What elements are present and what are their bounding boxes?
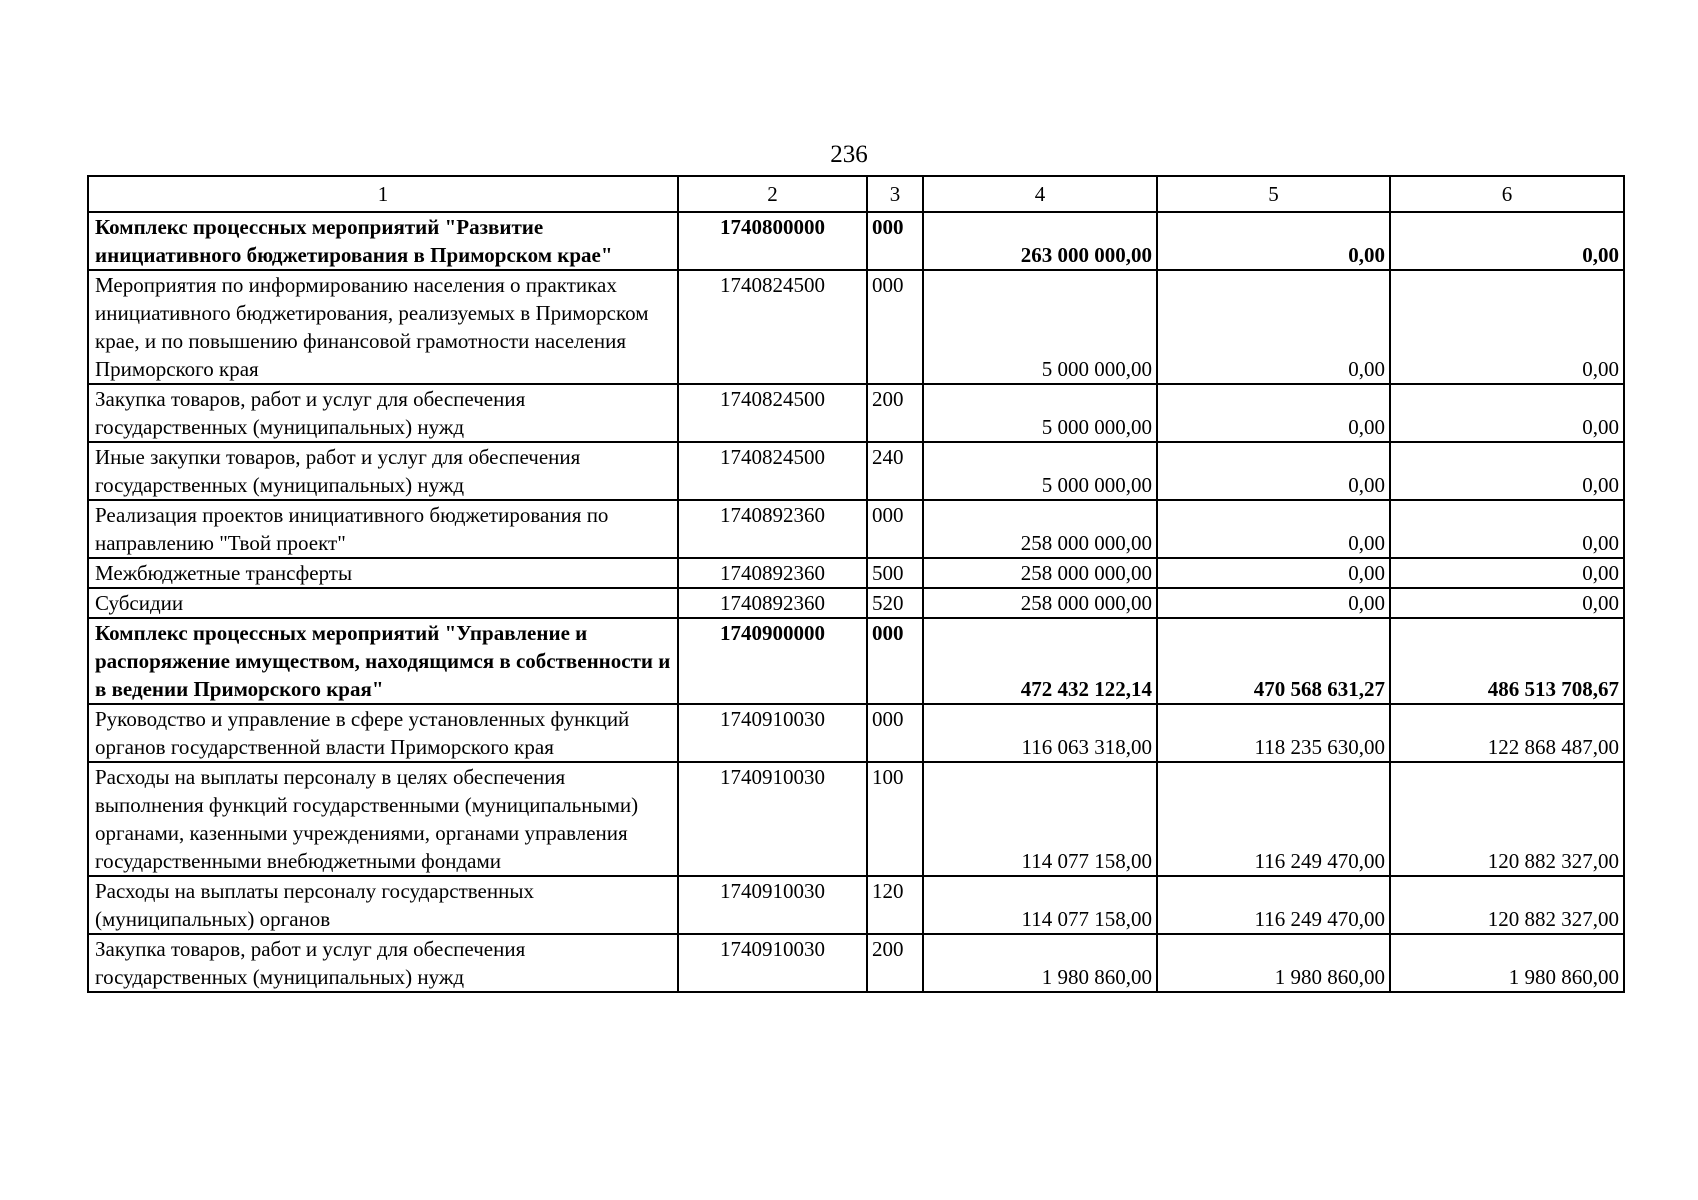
row-type-cell: 200 — [867, 384, 923, 442]
row-value-year3-cell: 122 868 487,00 — [1390, 704, 1624, 762]
table-row — [88, 704, 1624, 762]
row-type-cell: 000 — [867, 500, 923, 558]
row-type-cell: 120 — [867, 876, 923, 934]
row-value-year3-cell: 0,00 — [1390, 442, 1624, 500]
row-type-cell: 520 — [867, 588, 923, 618]
header-col-3: 3 — [867, 176, 923, 212]
row-code-cell: 1740900000 — [678, 618, 867, 704]
row-value-year3-cell: 120 882 327,00 — [1390, 762, 1624, 876]
header-col-2: 2 — [678, 176, 867, 212]
row-value-year2-cell: 0,00 — [1157, 212, 1390, 270]
row-value-year3-cell: 0,00 — [1390, 212, 1624, 270]
row-name-cell: Комплекс процессных мероприятий "Развитие инициативного бюджетирования в Приморском крае" — [88, 212, 678, 270]
page-number: 236 — [830, 141, 868, 168]
row-code-cell: 1740910030 — [678, 934, 867, 992]
row-name-cell: Закупка товаров, работ и услуг для обеспечения государственных (муниципальных) нужд — [88, 934, 678, 992]
row-code-cell: 1740800000 — [678, 212, 867, 270]
row-value-year1-cell: 116 063 318,00 — [923, 704, 1157, 762]
row-value-year2-cell: 0,00 — [1157, 384, 1390, 442]
row-name-cell: Закупка товаров, работ и услуг для обеспечения государственных (муниципальных) нужд — [88, 384, 678, 442]
row-type-cell: 000 — [867, 704, 923, 762]
row-name-cell: Межбюджетные трансферты — [88, 558, 678, 588]
row-value-year1-cell: 1 980 860,00 — [923, 934, 1157, 992]
table-header-row — [88, 176, 1624, 212]
table-row — [88, 618, 1624, 704]
row-code-cell: 1740824500 — [678, 384, 867, 442]
table-row — [88, 212, 1624, 270]
row-value-year1-cell: 258 000 000,00 — [923, 500, 1157, 558]
row-name-cell: Расходы на выплаты персоналу в целях обеспечения выполнения функций государственными (муниципальными) органами, казенными учреждениями, органами управления государственными внебюджетными фондами — [88, 762, 678, 876]
row-value-year2-cell: 0,00 — [1157, 442, 1390, 500]
row-value-year1-cell: 472 432 122,14 — [923, 618, 1157, 704]
row-value-year3-cell: 0,00 — [1390, 384, 1624, 442]
row-code-cell: 1740824500 — [678, 270, 867, 384]
row-value-year1-cell: 258 000 000,00 — [923, 558, 1157, 588]
row-value-year3-cell: 0,00 — [1390, 270, 1624, 384]
table-row — [88, 876, 1624, 934]
row-value-year3-cell: 1 980 860,00 — [1390, 934, 1624, 992]
row-code-cell: 1740910030 — [678, 876, 867, 934]
row-type-cell: 500 — [867, 558, 923, 588]
row-code-cell: 1740892360 — [678, 558, 867, 588]
header-col-4: 4 — [923, 176, 1157, 212]
row-name-cell: Субсидии — [88, 588, 678, 618]
table-row — [88, 934, 1624, 992]
table-row — [88, 588, 1624, 618]
row-value-year3-cell: 0,00 — [1390, 558, 1624, 588]
row-name-cell: Руководство и управление в сфере установленных функций органов государственной власти Приморского края — [88, 704, 678, 762]
row-type-cell: 240 — [867, 442, 923, 500]
table-row — [88, 500, 1624, 558]
row-value-year2-cell: 116 249 470,00 — [1157, 876, 1390, 934]
row-code-cell: 1740910030 — [678, 704, 867, 762]
row-value-year2-cell: 0,00 — [1157, 558, 1390, 588]
row-value-year2-cell: 0,00 — [1157, 500, 1390, 558]
row-value-year2-cell: 116 249 470,00 — [1157, 762, 1390, 876]
row-value-year3-cell: 120 882 327,00 — [1390, 876, 1624, 934]
row-type-cell: 000 — [867, 618, 923, 704]
row-value-year2-cell: 0,00 — [1157, 588, 1390, 618]
row-value-year3-cell: 486 513 708,67 — [1390, 618, 1624, 704]
row-code-cell: 1740910030 — [678, 762, 867, 876]
row-value-year3-cell: 0,00 — [1390, 588, 1624, 618]
row-code-cell: 1740892360 — [678, 500, 867, 558]
table-row — [88, 762, 1624, 876]
header-col-5: 5 — [1157, 176, 1390, 212]
row-value-year2-cell: 1 980 860,00 — [1157, 934, 1390, 992]
row-value-year1-cell: 5 000 000,00 — [923, 270, 1157, 384]
row-name-cell: Расходы на выплаты персоналу государственных (муниципальных) органов — [88, 876, 678, 934]
row-value-year2-cell: 470 568 631,27 — [1157, 618, 1390, 704]
row-value-year1-cell: 114 077 158,00 — [923, 876, 1157, 934]
table-row — [88, 442, 1624, 500]
row-name-cell: Мероприятия по информированию населения о практиках инициативного бюджетирования, реализуемых в Приморском крае, и по повышению финансовой грамотности населения Приморского края — [88, 270, 678, 384]
table-row — [88, 558, 1624, 588]
row-name-cell: Иные закупки товаров, работ и услуг для обеспечения государственных (муниципальных) нужд — [88, 442, 678, 500]
row-type-cell: 000 — [867, 212, 923, 270]
row-value-year3-cell: 0,00 — [1390, 500, 1624, 558]
table-row — [88, 270, 1624, 384]
table-row — [88, 384, 1624, 442]
row-name-cell: Реализация проектов инициативного бюджетирования по направлению "Твой проект" — [88, 500, 678, 558]
row-name-cell: Комплекс процессных мероприятий "Управление и распоряжение имуществом, находящимся в собственности и в ведении Приморского края" — [88, 618, 678, 704]
header-col-1: 1 — [88, 176, 678, 212]
row-value-year2-cell: 118 235 630,00 — [1157, 704, 1390, 762]
row-type-cell: 100 — [867, 762, 923, 876]
row-value-year1-cell: 5 000 000,00 — [923, 384, 1157, 442]
row-value-year1-cell: 263 000 000,00 — [923, 212, 1157, 270]
row-type-cell: 200 — [867, 934, 923, 992]
row-value-year1-cell: 5 000 000,00 — [923, 442, 1157, 500]
header-col-6: 6 — [1390, 176, 1624, 212]
row-code-cell: 1740892360 — [678, 588, 867, 618]
row-value-year1-cell: 258 000 000,00 — [923, 588, 1157, 618]
row-type-cell: 000 — [867, 270, 923, 384]
row-value-year1-cell: 114 077 158,00 — [923, 762, 1157, 876]
row-code-cell: 1740824500 — [678, 442, 867, 500]
row-value-year2-cell: 0,00 — [1157, 270, 1390, 384]
budget-table — [87, 175, 1625, 993]
